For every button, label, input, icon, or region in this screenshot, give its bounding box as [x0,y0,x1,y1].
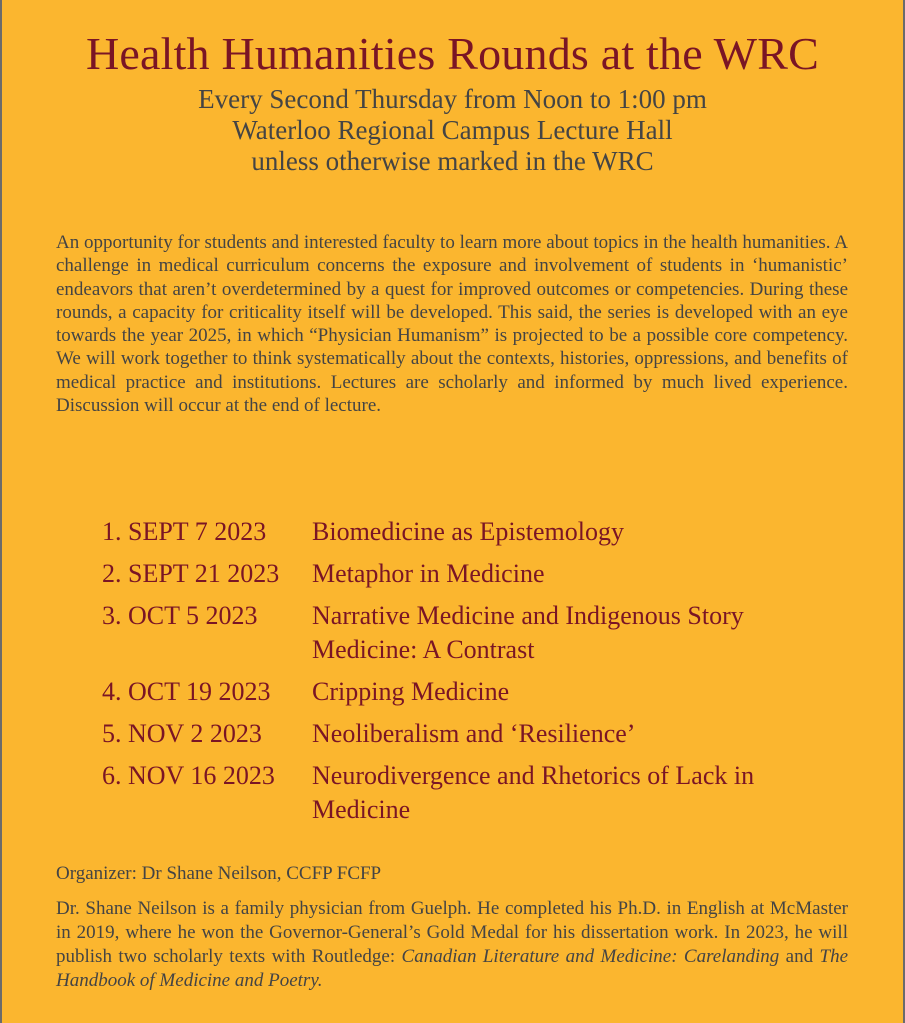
schedule-item [102,717,822,751]
subtitle-schedule: Every Second Thursday from Noon to 1:00 pm [198,84,707,114]
schedule-topic: Narrative Medicine and Indigenous Story Medicine: A Contrast [312,601,744,664]
schedule-date: 5. NOV 2 2023 [102,719,262,748]
organizer-line: Organizer: Dr Shane Neilson, CCFP FCFP [56,863,382,884]
schedule-date: 2. SEPT 21 2023 [102,559,280,588]
schedule-date: 1. SEPT 7 2023 [102,517,267,546]
organizer-bio [56,897,848,993]
book-title-2: The Handbook of Medicine and Poetry. [56,946,849,991]
schedule-item [102,759,822,827]
schedule-date: 3. OCT 5 2023 [102,601,258,630]
schedule-topic: Neoliberalism and ‘Resilience’ [312,719,636,748]
book-title-1: Canadian Literature and Medicine: Carelanding [401,946,780,967]
schedule-date: 6. NOV 16 2023 [102,761,275,790]
bio-text: Dr. Shane Neilson is a family physician from Guelph. He completed his Ph.D. in English at McMaster in 2019, where he won the Governor-General’s Gold Medal for his dissertation work. In 2023, he will publish two scholarly texts with Routledge: [56,898,848,967]
schedule-topic: Biomedicine as Epistemology [312,517,624,546]
subtitle-location: Waterloo Regional Campus Lecture Hall [232,115,673,145]
page-title: Health Humanities Rounds at the WRC [85,28,820,79]
schedule-item [102,515,822,549]
schedule-item [102,557,822,591]
schedule-topic: Cripping Medicine [312,677,510,706]
schedule-item [102,599,822,667]
schedule-topic: Neurodivergence and Rhetorics of Lack in Medicine [312,761,755,824]
schedule-item [102,675,822,709]
subtitle [0,84,905,177]
bio-conjunction: and [779,946,820,967]
schedule-topic: Metaphor in Medicine [312,559,545,588]
subtitle-note: unless otherwise marked in the WRC [251,146,654,176]
schedule-list [102,515,822,835]
intro-paragraph: An opportunity for students and interested faculty to learn more about topics in the health humanities. A challenge in medical curriculum concerns the exposure and involvement of students in ‘humanistic’ endeavors that aren’t overdetermined by a quest for improved outcomes or competencies. During these rounds, a capacity for criticality itself will be developed. This said, the series is developed with an eye towards the year 2025, in which “Physician Humanism” is projected to be a possible core competency. We will work together to think systematically about the contexts, histories, oppressions, and benefits of medical practice and institutions. Lectures are scholarly and informed by much lived experience. Discussion will occur at the end of lecture. [56,232,848,417]
schedule-date: 4. OCT 19 2023 [102,677,271,706]
